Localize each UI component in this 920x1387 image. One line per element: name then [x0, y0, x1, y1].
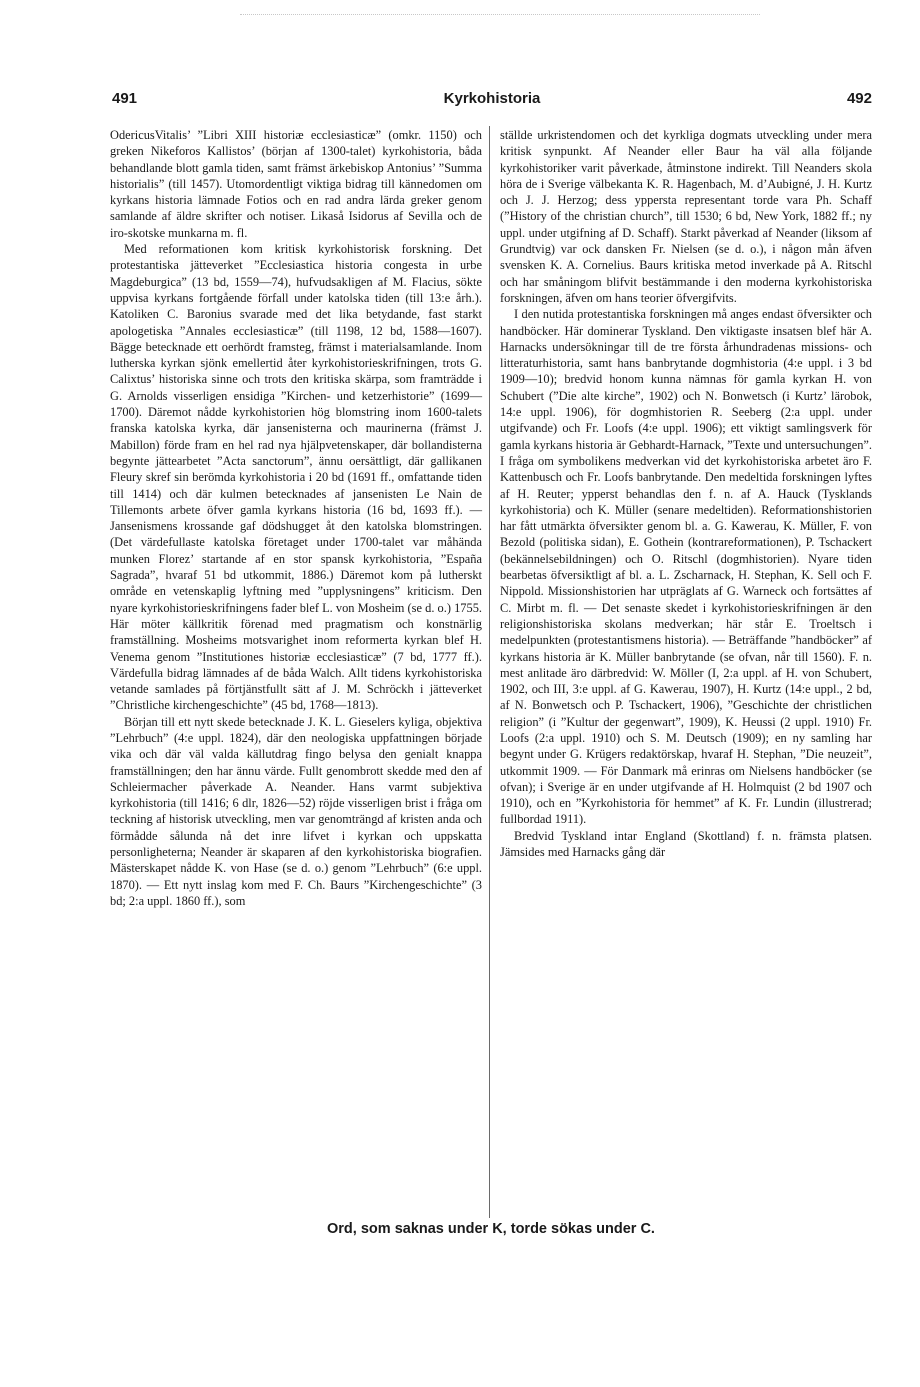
- running-title: Kyrkohistoria: [443, 90, 541, 107]
- right-paragraph-2: I den nutida protestantiska forskningen må anges endast öfversikter och handböcker. Här dominerar Tyskland. Den viktigaste insatsen blef här A. Harnacks undersökningar till de tre första århundradenas missions- och litteraturhistoria, samt hans banbrytande dogmhistoria (4:e uppl. i 3 bd 1909—10); bredvid honom kunna nämnas för gamla kyrkan H. von Schubert (”Die alte kirche”, 1902) och N. Bonwetsch (i Kurtz’ lärobok, 14:e uppl. 1906), för dogmhistorien R. Seeberg (2:a uppl. under utgifvande) och Fr. Loofs (4:e uppl. 1906); ett viktigt samlingsverk för gamla kyrkans historia är Gebhardt-Harnack, ”Texte und untersuchungen”. I fråga om symbolikens medverkan vid det kyrkohistoriska arbetet äro F. Kattenbusch och Fr. Loofs banbrytande. Den medeltida forskningen lyftes af H. Reuter; ypperst behandlas den f. n. af A. Hauck (Tysklands kyrkohistoria) och K. Müller (senare medeltiden). Reformationshistorien har fått utmärkta öfversikter genom bl. a. G. Kawerau, K. Müller, F. von Bezold (politiska sidan), E. Gothein (kontrareformationen), P. Tschackert (bekännelsebildningen) och O. Ritschl (dogmhistorien). Nyare tiden bearbetas öfversiktligt af bl. a. L. Zscharnack, H. Stephan, K. Sell och F. Nippold. Missionshistorien har utpräglats af G. Warneck och fortsättes af C. Mirbt m. fl. — Det senaste skedet i kyrkohistorieskrifningen är den religionshistoriska skolans medverkan; här står E. Troeltsch i medelpunkten (protestantismens historia). — Beträffande ”handböcker” af kyrkans historia är K. Müller banbrytande (se ofvan, når till 1560). F. n. mest anlitade äro därbredvid: W. Möller (I, 2:a uppl. af H. von Schubert, 1902, och III, 3:e uppl. af G. Kawerau, 1907), H. Kurtz (14:e uppl., 2 bd, af N. Bonwetsch och P. Tschackert, 1906), ”Geschichte der christlichen religion” (i ”Kultur der gegenwart”, 1909), K. Heussi (2 uppl. 1910) Fr. Loofs (2:a uppl. 1910) och S. M. Deutsch (1909); en ny samling har begynt under G. Krügers redaktörskap, hvaraf H. Stephan, ”Die neuzeit”, utkommit 1909. — För Danmark må erinras om Nielsens handböcker (se ofvan); i Sverige är en under utgifvande af H. Holmquist (2 bd 1907 och 1910), och en ”Kyrkohistoria för hemmet” af K. Fr. Lundin (illustrerad; fullbordad 1911).: [500, 307, 872, 827]
- right-paragraph-3: Bredvid Tyskland intar England (Skottland) f. n. främsta platsen. Jämsides med Harnacks gång där: [500, 828, 872, 860]
- footer-note: Ord, som saknas under K, torde sökas under C.: [327, 1221, 655, 1237]
- left-paragraph-3: Början till ett nytt skede betecknade J. K. L. Gieselers kyliga, objektiva ”Lehrbuch” (4:e uppl. 1824), där den neologiska uppfattningen började vika och där väl valda källutdrag fingo belysa den genialt knappa framställningen; den har ännu värde. Fullt genombrott skedde med den af Schleiermacher påverkade A. Neander. Hans varmt subjektiva kyrkohistoria (till 1416; 6 dlr, 1826—52) röjde visserligen brist i fråga om teckning af historisk utveckling, men var genomträngd af kristen anda och förmådde sålunda nå det inre lifvet i kyrkan och uppskatta personligheterna; Neander är skaparen af den kyrkohistoriska biografien. Mästerskapet nådde K. von Hase (se d. o.) genom ”Lehrbuch” (6:e uppl. 1870). — Ett nytt inslag kom med F. Ch. Baurs ”Kirchengeschichte” (3 bd; 2:a uppl. 1860 ff.), som: [110, 714, 482, 908]
- right-paragraph-1: ställde urkristendomen och det kyrkliga dogmats utveckling under mera kritisk synpunkt. Af Neander eller Baur ha väl alla följande kyrkohistoriker varit påverkade, åtminstone indirekt. Till Neanders skola höra de i Sverige välbekanta K. R. Hagenbach, M. d’Aubigné, J. H. Kurtz och J. J. Herzog; dess yppersta representant torde vara Ph. Schaff (”History of the christian church”, till 1530; 6 bd, New York, 1882 ff.; ny uppl. under utgifning af D. Schaff). Starkt påverkad af Neander (liksom af Grundtvig) var ock dansken Fr. Nielsen (se d. o.), i någon mån äfven svensken K. A. Cornelius. Baurs kritiska metod inverkade på A. Ritschl och har småningom blifvit bestämmande i den moderna kyrkohistoriska forskningen, äfven om hans teorier öfvergifvits.: [500, 128, 872, 305]
- scan-artifact-line: [240, 14, 760, 16]
- page-header: [112, 90, 872, 114]
- left-paragraph-2: Med reformationen kom kritisk kyrkohistorisk forskning. Det protestantiska jätteverket ”Ecclesiastica historia congesta in urbe Magdeburgica” (13 bd, 1559—74), hufvudsakligen af M. Flacius, sökte uppvisa kyrkans fortgående förfall under katolska tiden (till 13:e årh.). Katoliken C. Baronius svarade med det lika betydande, fast starkt apologetiska ”Annales ecclesiasticæ” (till 1198, 12 bd, 1588—1607). Bägge betecknade ett oerhördt framsteg, främst i materialsamlande. Inom lutherska kyrkan sjönk emellertid åter kyrkohistorieskrifningen, trots G. Calixtus’ historiska sinne och trots den kritiska skärpa, som framträdde i G. Arnolds visserligen ensidiga ”Kirchen- und ketzerhistorie” (1699—1700). Däremot nådde kyrkohistorien hög blomstring inom 1600-talets franska katolska kyrka, där jansenisterna och maurinerna (främst J. Mabillon) förde fram en hel rad nya hjälpvetenskaper, där bollandisterna begynte jättearbetet ”Acta sanctorum”, ännu oersättligt, där gallikanen Fleury skref sin berömda kyrkohistoria i 20 bd (1691 ff., omfattande tiden till 1414) och där kulmen betecknades af jansenisten Le Nain de Tillemonts arbete öfver gamla kyrkans historia (16 bd, 1693 ff.). — Jansenismens krossande gaf dödshugget åt den katolska blomstringen. (Det värdefullaste katolska företaget under 1700-talet var måhända munken Florez’ startande af en stor spansk kyrkohistoria, ”España Sagrada”, hvaraf 51 bd utkommit, 1886.) Däremot kom på lutherskt område en vetenskaplig lyftning med ”upplysningens” kriticism. Den nyare kyrkohistorieskrifningens fader blef L. von Mosheim (se d. o.) 1755. Här möter källkritik förenad med pragmatism och konstnärlig framställning. Mosheims motsvarighet inom reformerta kyrkan blef H. Venema genom ”Institutiones historiæ ecclesiasticæ” (7 bd, 1777 ff.). Värdefulla bidrag lämnades af de båda Walch. Allt tidens kyrkohistoriska vetande samlades på förtjänstfullt sätt af J. M. Schröckh i jätteverket ”Christliche kirchengeschichte” (45 bd, 1768—1813).: [110, 242, 482, 713]
- page-number-right: 492: [846, 90, 872, 107]
- left-column: [110, 127, 482, 909]
- column-divider: [489, 126, 490, 1218]
- left-paragraph-1: OdericusVitalis’ ”Libri XIII historiæ ecclesiasticæ” (omkr. 1150) och greken Nikeforos Kallistos’ (början af 1300-talet) kyrkohistoria, båda behandlande blott gamla tiden, samt främst ärkebiskop Antonius’ ”Summa historialis” (till 1457). Utomordentligt viktiga bidrag till kännedomen om kyrkans historia lämnade Fotios och en rad andra lärda greker genom samlande af äldre skrifter och notiser. Likaså Isidorus af Sevilla och de iro-skotske munkarna m. fl.: [110, 128, 482, 240]
- right-column: [500, 127, 872, 860]
- page-number-left: 491: [112, 90, 138, 107]
